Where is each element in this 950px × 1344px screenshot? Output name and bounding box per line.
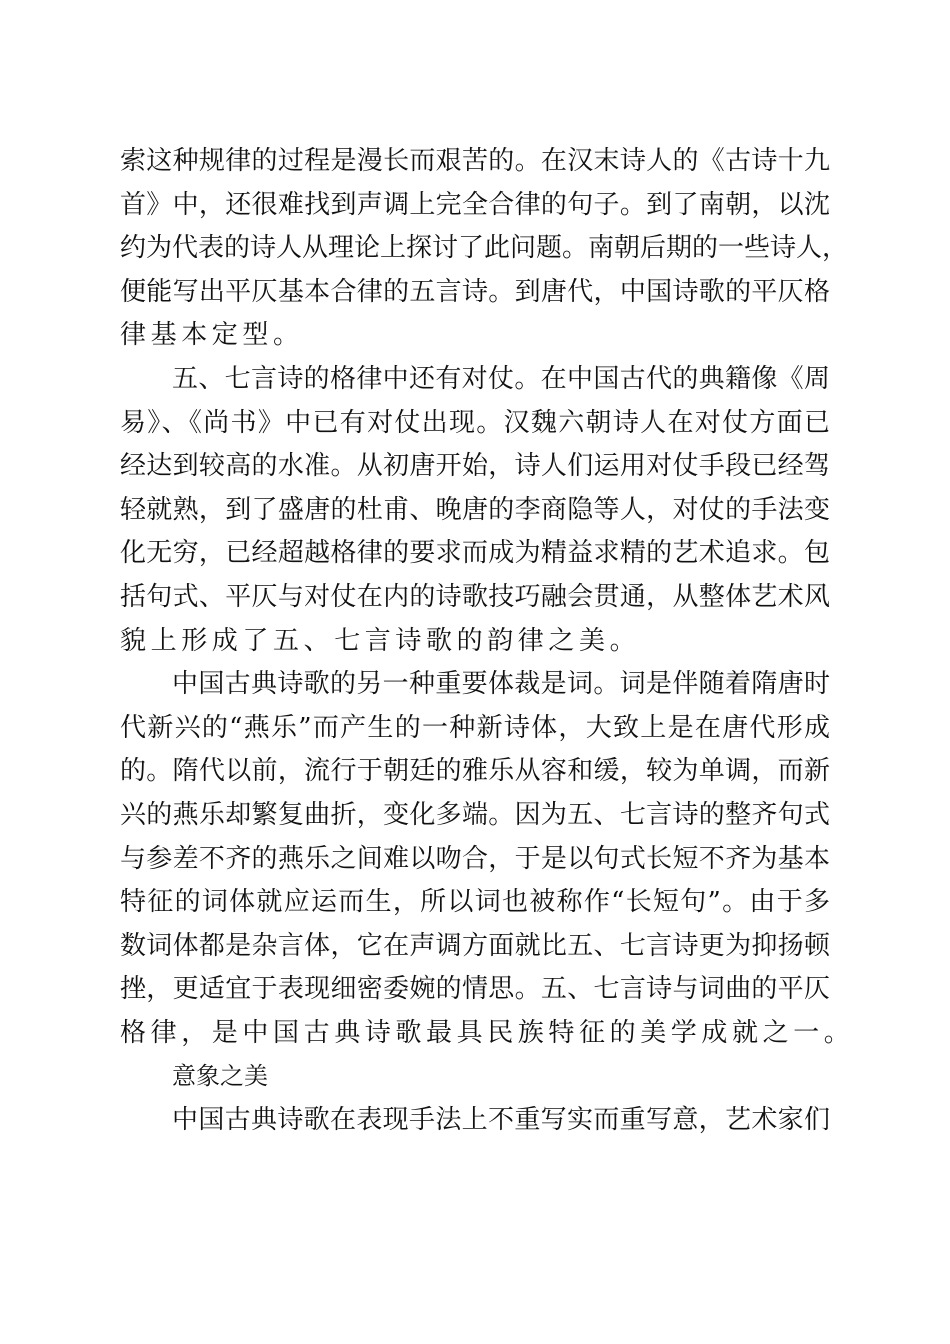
text-line: 特征的词体就应运而生，所以词也被称作“长短句”。由于多 — [120, 887, 830, 918]
section-heading: 意象之美 — [172, 1062, 268, 1091]
document-page — [120, 140, 855, 1143]
text-line: 首》中，还很难找到声调上完全合律的句子。到了南朝，以沈 — [120, 189, 830, 220]
text-line: 律基本定型。 — [120, 320, 304, 351]
text-line: 貌上形成了五、七言诗歌的韵律之美。 — [120, 625, 641, 656]
paragraph-3 — [120, 663, 855, 1055]
paragraph-1 — [120, 140, 849, 358]
text-line: 约为代表的诗人从理论上探讨了此问题。南朝后期的一些诗人， — [120, 233, 849, 264]
text-line: 便能写出平仄基本合律的五言诗。到唐代，中国诗歌的平仄格 — [120, 276, 830, 307]
paragraph-2 — [120, 358, 830, 663]
text-line: 挫，更适宜于表现细密委婉的情思。五、七言诗与词曲的平仄 — [120, 974, 830, 1005]
text-line: 中国古典诗歌的另一种重要体裁是词。词是伴随着隋唐时 — [172, 669, 830, 700]
text-line: 格律，是中国古典诗歌最具民族特征的美学成就之一。 — [120, 1017, 855, 1048]
text-line: 兴的燕乐却繁复曲折，变化多端。因为五、七言诗的整齐句式 — [120, 799, 830, 830]
text-line: 括句式、平仄与对仗在内的诗歌技巧融会贯通，从整体艺术风 — [120, 581, 830, 612]
text-line: 易》、《尚书》中已有对仗出现。汉魏六朝诗人在对仗方面已 — [120, 407, 830, 438]
text-line: 化无穷，已经超越格律的要求而成为精益求精的艺术追求。包 — [120, 538, 830, 569]
text-line: 轻就熟，到了盛唐的杜甫、晚唐的李商隐等人，对仗的手法变 — [120, 494, 830, 525]
paragraph-4 — [120, 1099, 830, 1143]
text-line: 索这种规律的过程是漫长而艰苦的。在汉末诗人的《古诗十九 — [120, 146, 830, 176]
text-line: 中国古典诗歌在表现手法上不重写实而重写意，艺术家们 — [172, 1105, 830, 1136]
text-line: 五、七言诗的格律中还有对仗。在中国古代的典籍像《周 — [172, 363, 830, 394]
text-line: 与参差不齐的燕乐之间难以吻合，于是以句式长短不齐为基本 — [120, 843, 830, 874]
text-line: 经达到较高的水准。从初唐开始，诗人们运用对仗手段已经驾 — [120, 451, 830, 482]
text-line: 代新兴的“燕乐”而产生的一种新诗体，大致上是在唐代形成 — [120, 712, 830, 743]
text-line: 的。隋代以前，流行于朝廷的雅乐从容和缓，较为单调，而新 — [120, 756, 830, 787]
text-line: 数词体都是杂言体，它在声调方面就比五、七言诗更为抑扬顿 — [120, 930, 830, 961]
